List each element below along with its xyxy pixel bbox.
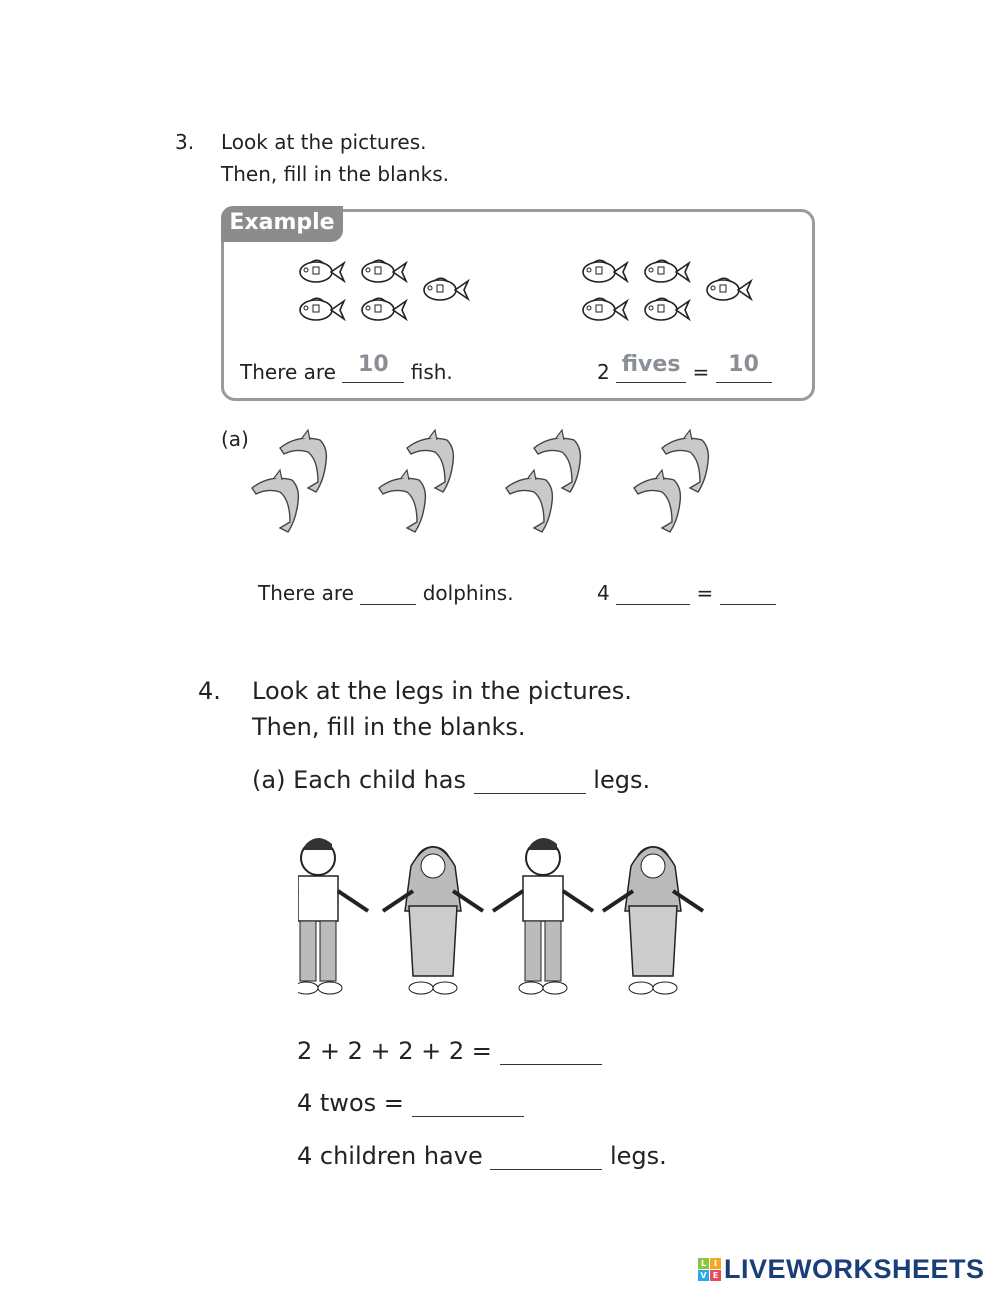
dolphin-count-input[interactable]: [360, 582, 416, 605]
twos-input[interactable]: [412, 1090, 524, 1117]
q4-instruction-1: Look at the legs in the pictures.: [252, 677, 632, 705]
logo-tiles-icon: [698, 1258, 721, 1281]
fish-icon: [583, 298, 627, 320]
q3-instruction-1: Look at the pictures.: [221, 130, 427, 154]
example-total-blank: [716, 352, 772, 383]
q3a-equation: [597, 581, 776, 605]
text: 4 twos =: [297, 1089, 404, 1117]
text: 2 + 2 + 2 + 2 =: [297, 1037, 492, 1065]
fish-icon: [362, 260, 406, 282]
dolphin-icon: [252, 470, 298, 532]
text: There are: [258, 581, 354, 605]
text: =: [696, 581, 714, 605]
dolphin-group-input[interactable]: [616, 582, 690, 605]
dolphin-total-input[interactable]: [720, 582, 776, 605]
example-equation: [597, 352, 772, 384]
q3-instruction-2: Then, fill in the blanks.: [221, 162, 449, 186]
text: =: [692, 360, 710, 384]
q4-equation-2: [297, 1089, 524, 1117]
q4-number: 4.: [198, 677, 221, 705]
text: 4 children have: [297, 1142, 483, 1170]
example-label: Example: [221, 206, 343, 242]
fish-icon: [300, 298, 344, 320]
fish-icon: [362, 298, 406, 320]
liveworksheets-logo: [698, 1254, 985, 1285]
children-picture: [298, 836, 718, 1006]
text: 2: [597, 360, 610, 384]
q4-instruction-2: Then, fill in the blanks.: [252, 713, 526, 741]
child-figure: [493, 838, 593, 994]
text: (a): [252, 766, 286, 794]
fish-group-right: [573, 252, 773, 332]
text: legs.: [610, 1142, 667, 1170]
dolphin-icon: [379, 470, 425, 532]
q4a-sentence: [252, 766, 650, 794]
dolphin-icon: [634, 470, 680, 532]
text: 4: [597, 581, 610, 605]
q4-equation-1: [297, 1037, 602, 1065]
text: dolphins.: [422, 581, 514, 605]
child-figure: [603, 847, 703, 994]
fish-group-left: [290, 252, 490, 332]
q4-equation-3: [297, 1142, 667, 1170]
fish-icon: [424, 278, 468, 300]
tile: V: [698, 1270, 709, 1281]
fish-icon: [707, 278, 751, 300]
fish-icon: [300, 260, 344, 282]
logo-text: LIVEWORKSHEETS: [724, 1254, 985, 1284]
text: There are: [240, 360, 336, 384]
dolphins-picture: [250, 428, 740, 548]
q3a-sentence: [258, 581, 514, 605]
example-sentence: [240, 352, 453, 384]
answer: 10: [728, 352, 759, 377]
answer: fives: [621, 352, 681, 377]
fish-icon: [645, 260, 689, 282]
text: Each child has: [293, 766, 467, 794]
tile: E: [710, 1270, 721, 1281]
fish-icon: [645, 298, 689, 320]
fish-icon: [583, 260, 627, 282]
answer: 10: [358, 352, 389, 377]
child-figure: [298, 838, 368, 994]
text: legs.: [593, 766, 651, 794]
text: fish.: [410, 360, 453, 384]
total-legs-input[interactable]: [490, 1143, 602, 1170]
legs-per-child-input[interactable]: [474, 767, 586, 794]
q3-number: 3.: [175, 130, 195, 154]
example-group-blank: [616, 352, 686, 383]
child-figure: [383, 847, 483, 994]
q3a-label: (a): [221, 427, 249, 451]
example-count-blank: [342, 352, 404, 383]
tile: L: [698, 1258, 709, 1269]
tile: I: [710, 1258, 721, 1269]
dolphin-icon: [506, 470, 552, 532]
sum-input[interactable]: [500, 1038, 602, 1065]
